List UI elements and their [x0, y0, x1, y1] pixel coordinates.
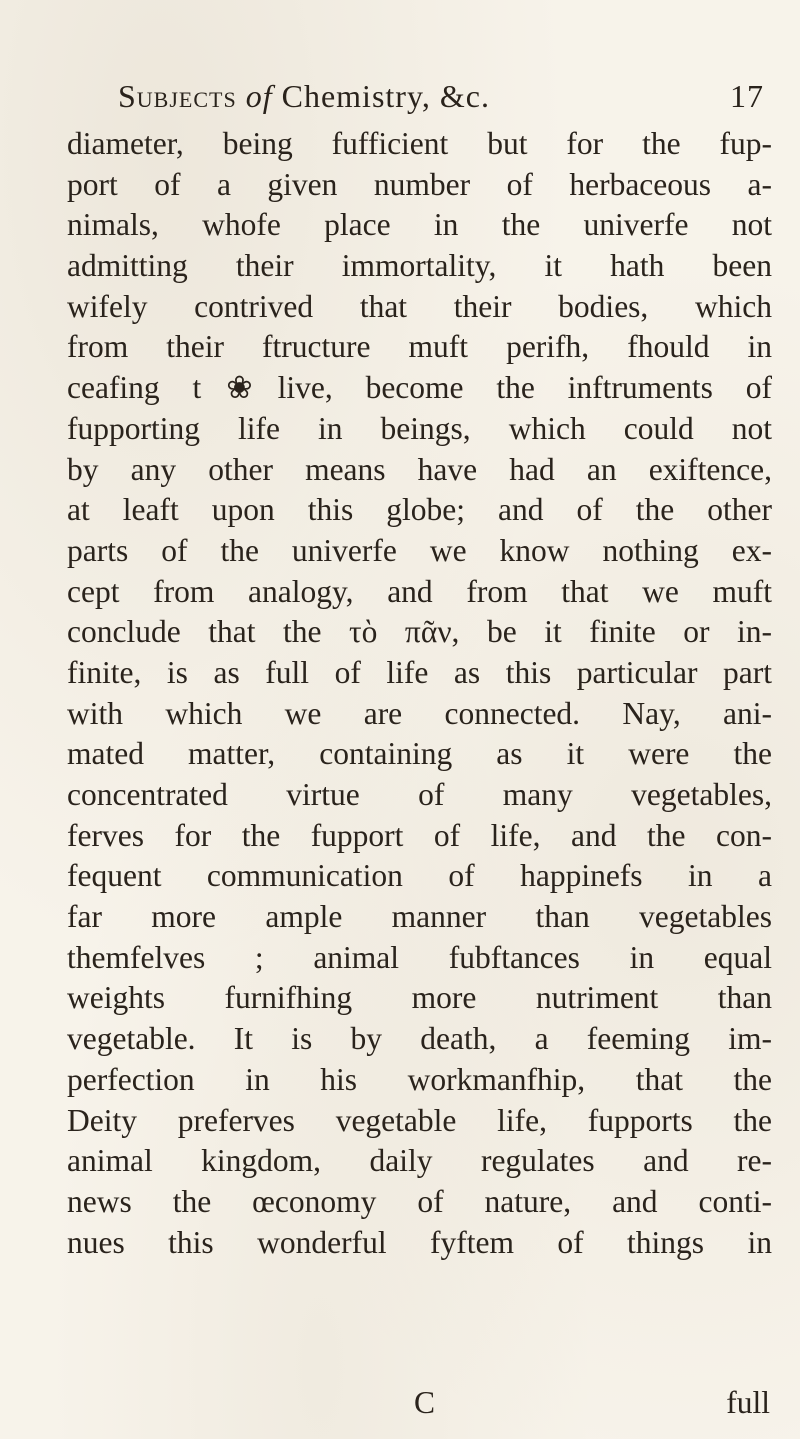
body-text: [67, 124, 772, 1263]
text-line: ferves for the fupport of life, and the con-: [67, 817, 772, 853]
text-line: parts of the univerfe we know nothing ex-: [67, 532, 772, 568]
text-line: fupporting life in beings, which could not: [67, 410, 772, 446]
text-line: conclude that the τὸ πᾶν, be it finite or in-: [67, 614, 772, 650]
text-line: news the œconomy of nature, and conti-: [67, 1183, 772, 1219]
running-head-subjects: Subjects: [118, 78, 237, 114]
page-footer: [67, 1385, 772, 1425]
text-line: from their ftructure muft perifh, fhould in: [67, 329, 772, 365]
text-line: concentrated virtue of many vegetables,: [67, 777, 772, 812]
text-line: animal kingdom, daily regulates and re-: [67, 1143, 772, 1179]
text-line: cept from analogy, and from that we muft: [67, 573, 772, 609]
running-head-of: of: [245, 78, 273, 114]
text-line: perfection in his workmanfhip, that the: [67, 1061, 772, 1097]
catchword: full: [726, 1385, 770, 1420]
text-line: finite, is as full of life as this particular part: [67, 654, 772, 690]
text-line: at leaft upon this globe; and of the other: [67, 492, 772, 528]
signature-mark: C: [414, 1385, 436, 1420]
text-line: mated matter, containing as it were the: [67, 736, 772, 772]
page-number: 17: [730, 78, 764, 114]
running-head-chemistry: Chemistry, &c.: [281, 78, 490, 114]
text-line: Deity preferves vegetable life, fupports the: [67, 1102, 772, 1138]
text-line: far more ample manner than vegetables: [67, 899, 772, 935]
text-line: nues this wonderful fyftem of things in: [67, 1224, 772, 1260]
text-line: admitting their immortality, it hath been: [67, 248, 772, 284]
text-line: themfelves ; animal fubftances in equal: [67, 939, 772, 975]
text-line: weights furnifhing more nutriment than: [67, 980, 772, 1016]
text-line: ceafing t❀live, become the inftruments of: [67, 370, 772, 406]
text-line: with which we are connected. Nay, ani-: [67, 695, 772, 731]
text-line: port of a given number of herbaceous a-: [67, 166, 772, 202]
text-line: nimals, whofe place in the univerfe not: [67, 207, 772, 243]
text-line: diameter, being fufficient but for the fup-: [67, 126, 772, 161]
text-line: fequent communication of happinefs in a: [67, 858, 772, 894]
text-line: vegetable. It is by death, a feeming im-: [67, 1021, 772, 1057]
text-line: wifely contrived that their bodies, which: [67, 288, 772, 324]
text-line: by any other means have had an exiftence,: [67, 451, 772, 487]
running-head: [118, 78, 778, 122]
